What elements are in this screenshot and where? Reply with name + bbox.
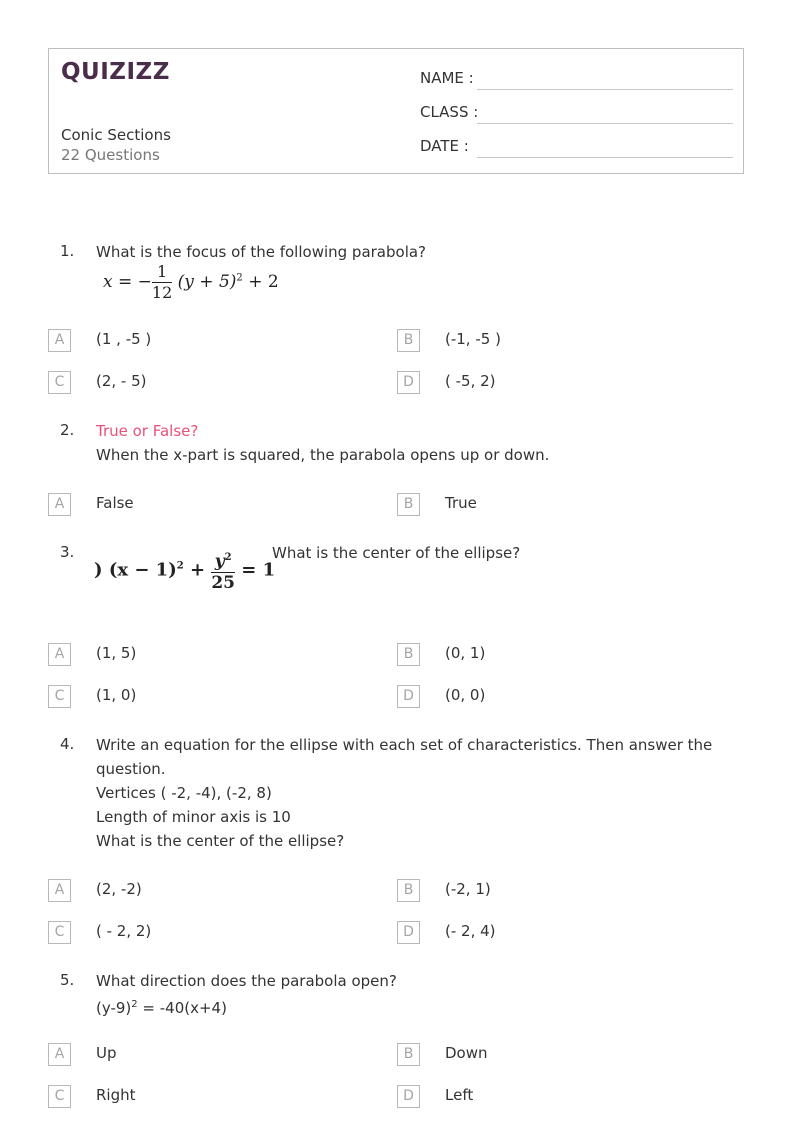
option-box-c[interactable]: C [48, 371, 71, 394]
question-line: What is the center of the ellipse? [96, 832, 345, 850]
option-text: ( - 2, 2) [96, 922, 152, 940]
quizizz-logo: QUIZIZZ [61, 59, 170, 85]
eq-left: (y-9) [96, 999, 132, 1017]
option-box-b[interactable]: B [397, 329, 420, 352]
eq-num-exp: 2 [224, 552, 232, 563]
eq-rhs: = 1 [241, 559, 276, 581]
eq-den: 25 [211, 572, 236, 593]
option-text: (-1, -5 ) [445, 330, 501, 348]
option-text: (0, 1) [445, 644, 486, 662]
option-text: False [96, 494, 134, 512]
option-text: ( -5, 2) [445, 372, 496, 390]
option-box-d[interactable]: D [397, 371, 420, 394]
question-number: 3. [60, 543, 75, 561]
option-box-a[interactable]: A [48, 643, 71, 666]
option-text: (-2, 1) [445, 880, 491, 898]
option-box-c[interactable]: C [48, 1085, 71, 1108]
eq-lead: ) [94, 559, 103, 581]
question-line: Write an equation for the ellipse with each set of characteristics. Then answer the [96, 736, 713, 754]
option-text: Down [445, 1044, 488, 1062]
option-box-a[interactable]: A [48, 1043, 71, 1066]
option-box-b[interactable]: B [397, 643, 420, 666]
option-box-a[interactable]: A [48, 329, 71, 352]
eq-right: = -40(x+4) [137, 999, 227, 1017]
eq-sign: − [137, 272, 152, 292]
date-label: DATE : [420, 137, 469, 155]
parabola-equation [96, 993, 726, 1020]
option-text: (- 2, 4) [445, 922, 496, 940]
eq-denominator: 12 [151, 283, 173, 302]
option-text: True [445, 494, 477, 512]
option-box-d[interactable]: D [397, 1085, 420, 1108]
option-text: Left [445, 1086, 474, 1104]
eq-equals: = [118, 272, 133, 292]
option-text: Right [96, 1086, 136, 1104]
question-count: 22 Questions [61, 146, 160, 164]
option-text: (1, 0) [96, 686, 137, 704]
eq-tail: + 2 [248, 272, 279, 292]
option-text: Up [96, 1044, 117, 1062]
ellipse-equation-image [94, 548, 275, 593]
question-text: What is the focus of the following parabola? [96, 243, 427, 261]
question-text: What direction does the parabola open? [96, 972, 397, 990]
question-text: What is the center of the ellipse? [272, 544, 521, 562]
eq-exponent: 2 [236, 272, 243, 284]
option-box-b[interactable]: B [397, 879, 420, 902]
option-box-d[interactable]: D [397, 685, 420, 708]
option-box-b[interactable]: B [397, 493, 420, 516]
option-box-a[interactable]: A [48, 493, 71, 516]
worksheet-title: Conic Sections [61, 126, 171, 144]
question-line: Vertices ( -2, -4), (-2, 8) [96, 784, 272, 802]
eq-plus: + [189, 559, 206, 581]
question-number: 1. [60, 242, 75, 260]
question-text: When the x-part is squared, the parabola opens up or down. [96, 446, 550, 464]
eq-num: y [214, 551, 225, 572]
option-text: (2, - 5) [96, 372, 147, 390]
question-number: 4. [60, 735, 75, 753]
option-text: (1, 5) [96, 644, 137, 662]
eq-term1: (x − 1) [108, 559, 177, 581]
question-number: 2. [60, 421, 75, 439]
option-box-c[interactable]: C [48, 921, 71, 944]
eq-exp1: 2 [176, 560, 184, 572]
option-text: (0, 0) [445, 686, 486, 704]
question-line: question. [96, 760, 166, 778]
option-box-d[interactable]: D [397, 921, 420, 944]
name-field[interactable] [477, 89, 733, 90]
question-prefix: True or False? [96, 422, 199, 440]
option-text: (2, -2) [96, 880, 142, 898]
date-field[interactable] [477, 157, 733, 158]
eq-exponent: 2 [131, 999, 138, 1010]
eq-paren: (y + 5) [177, 272, 237, 292]
question-line: Length of minor axis is 10 [96, 808, 291, 826]
parabola-equation [103, 262, 279, 303]
class-field[interactable] [477, 123, 733, 124]
option-box-c[interactable]: C [48, 685, 71, 708]
option-text: (1 , -5 ) [96, 330, 152, 348]
worksheet-header [48, 48, 744, 174]
question-number: 5. [60, 971, 75, 989]
option-box-b[interactable]: B [397, 1043, 420, 1066]
option-box-a[interactable]: A [48, 879, 71, 902]
eq-lhs: x [103, 272, 113, 292]
eq-numerator: 1 [152, 262, 172, 283]
class-label: CLASS : [420, 103, 479, 121]
name-label: NAME : [420, 69, 474, 87]
